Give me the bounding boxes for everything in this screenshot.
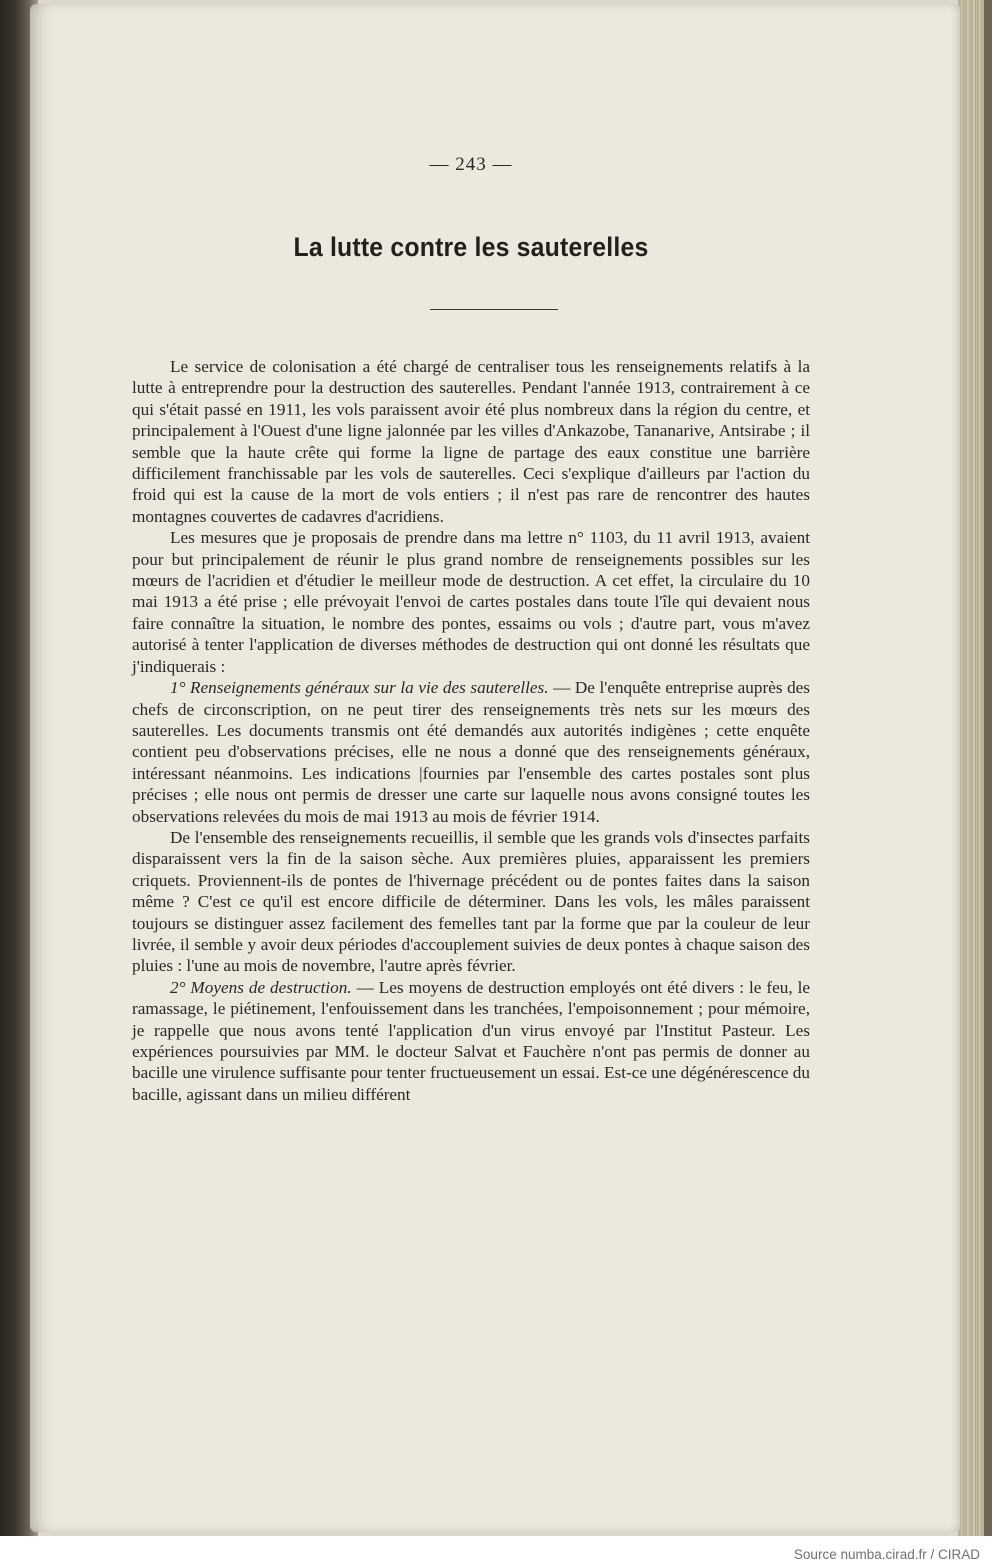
- paragraph-lead: 1° Renseignements généraux sur la vie des sauterelles.: [170, 678, 549, 698]
- paragraph: [132, 356, 810, 527]
- paragraph-text: Le service de colonisation a été chargé de centraliser tous les renseignements relatifs à la lutte à entreprendre pour la destruction des sauterelles. Pendant l'année 1913, contrairement à ce qui s'était passé en 1911, les vols paraissent avoir été plus nombreux dans la région du centre, et principalement à l'Ouest d'une ligne jalonnée par les villes d'Ankazobe, Tananarive, Antsirabe ; il semble que la haute crête qui forme la ligne de partage des eaux constitue une barrière difficilement franchissable par les vols de sauterelles. Ceci s'explique d'ailleurs par l'action du froid qui est la cause de la mort de vols entiers ; il n'est pas rare de rencontrer des hautes montagnes couvertes de cadavres d'acridiens.: [132, 357, 810, 526]
- book-page: [30, 4, 960, 1532]
- paragraph-text: De l'ensemble des renseignements recueillis, il semble que les grands vols d'insectes parfaits disparaissent vers la fin de la saison sèche. Aux premières pluies, apparaissent les premiers criquets. Proviennent-ils de pontes de l'hivernage précédent ou de pontes faites dans la saison même ? C'est ce qu'il est encore difficile de déterminer. Dans les vols, les mâles paraissent toujours se distinguer assez facilement des femelles tant par la forme que par la couleur de leur livrée, il semble y avoir deux périodes d'accouplement suivies de deux pontes à chaque saison des pluies : l'une au mois de novembre, l'autre après février.: [132, 827, 810, 976]
- paragraph: [132, 527, 810, 677]
- paragraph-text: — De l'enquête entreprise auprès des chefs de circonscription, on ne peut tirer des renseignements très nets sur les mœurs des sauterelles. Les documents transmis ont été demandés aux autorités indigènes ; cette enquête contient peu d'observations précises, elle ne nous a donné que des renseignements généraux, intéressant néanmoins. Les indications |fournies par l'ensemble des cartes postales sont plus précises ; elle nous ont permis de dresser une carte sur laquelle nous avons consigné toutes les observations relevées du mois de mai 1913 au mois de février 1914.: [132, 678, 810, 826]
- page-number: — 243 —: [429, 154, 513, 175]
- page-content: [132, 154, 810, 1105]
- page-edges: [958, 0, 992, 1536]
- paragraph: [132, 677, 810, 827]
- paragraph-lead: 2° Moyens de destruction.: [170, 977, 352, 997]
- paragraph-text: — Les moyens de destruction employés ont été divers : le feu, le ramassage, le piétinement, l'enfouissement dans les tranchées, l'empoisonnement ; pour mémoire, je rappelle que nous avons tenté l'application d'un virus envoyé par l'Institut Pasteur. Les expériences poursuivies par MM. le docteur Salvat et Fauchère n'ont pas permis de donner au bacille une virulence suffisante pour tenter fructueusement un essai. Est-ce une dégénérescence du bacille, agissant dans un milieu différent: [132, 977, 810, 1104]
- paragraph: [132, 977, 810, 1105]
- article-body: [132, 356, 810, 1105]
- paragraph: [132, 827, 810, 977]
- article-title: La lutte contre les sauterelles: [293, 232, 649, 262]
- paragraph-text: Les mesures que je proposais de prendre dans ma lettre n° 1103, du 11 avril 1913, avaient pour but principalement de réunir le plus grand nombre de renseignements possibles sur les mœurs de l'acridien et d'étudier le meilleur mode de destruction. A cet effet, la circulaire du 10 mai 1913 a été prise ; elle prévoyait l'envoi de cartes postales dans toute l'île qui devaient nous faire connaître la situation, le nombre des pontes, essaims ou vols ; d'autre part, vous m'avez autorisé à tenter l'application de diverses méthodes de destruction qui ont donné les résultats que j'indiquerais :: [132, 528, 810, 676]
- source-credit: Source numba.cirad.fr / CIRAD: [793, 1547, 980, 1562]
- title-divider: [430, 309, 558, 310]
